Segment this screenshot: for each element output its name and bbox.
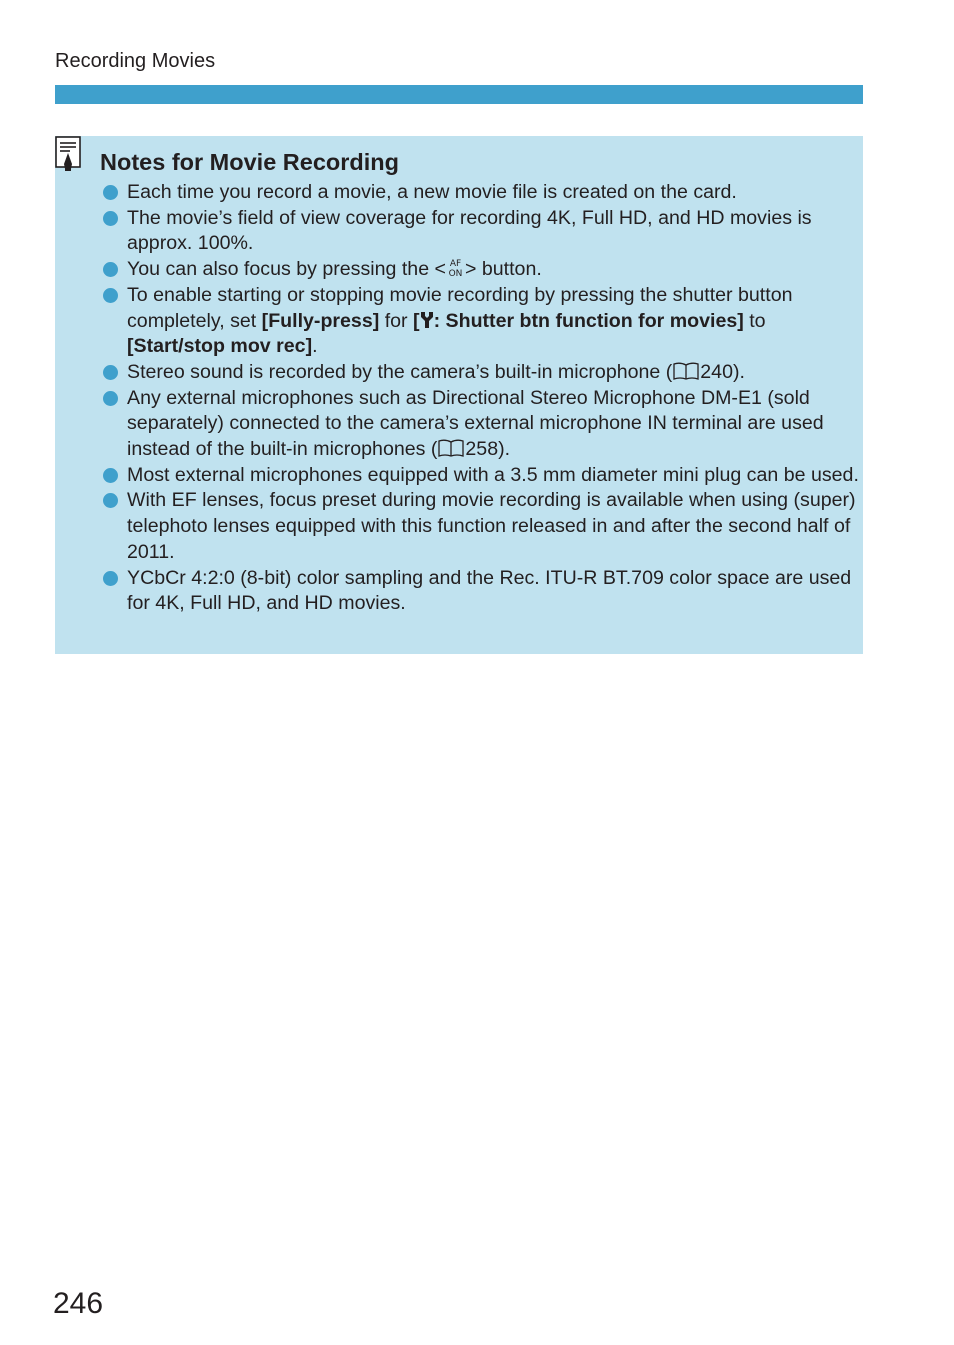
list-item bbox=[100, 206, 860, 257]
note-text: . bbox=[312, 335, 318, 358]
note-text: Stereo sound is recorded by the camera’s built-in microphone ( bbox=[127, 360, 673, 383]
af-on-label-top: AF bbox=[449, 259, 462, 270]
list-item bbox=[100, 283, 860, 360]
bullet-icon bbox=[103, 262, 118, 277]
notes-box bbox=[55, 136, 863, 654]
setting-value: [Start/stop mov rec] bbox=[127, 335, 313, 358]
setting-name: [Fully-press] bbox=[261, 309, 380, 332]
page-ref[interactable]: 240 bbox=[700, 360, 733, 383]
section-title: Recording Movies bbox=[55, 50, 216, 72]
book-icon bbox=[672, 361, 700, 381]
memo-icon bbox=[55, 136, 81, 172]
page-ref[interactable]: 258 bbox=[465, 438, 499, 461]
page-number: 246 bbox=[53, 1287, 104, 1320]
header-bar bbox=[55, 85, 863, 104]
menu-bracket: [ bbox=[413, 309, 420, 332]
note-text: to bbox=[743, 309, 766, 332]
note-text: To enable starting or stopping movie recording by pressing the shutter button completely, set bbox=[127, 283, 793, 332]
menu-name: : Shutter btn function for movies] bbox=[433, 309, 744, 332]
note-text: for bbox=[379, 309, 414, 332]
bullet-icon bbox=[103, 365, 118, 380]
af-on-button-icon bbox=[446, 257, 465, 278]
bullet-icon bbox=[103, 468, 118, 483]
bullet-icon bbox=[103, 571, 118, 586]
note-text: Any external microphones such as Directional Stereo Microphone DM-E1 (sold separately) connected to the camera’s external microphone IN terminal are used instead of the built-in microphones ( bbox=[127, 386, 824, 461]
bullet-icon bbox=[103, 391, 118, 406]
notes-list bbox=[100, 180, 860, 617]
list-item bbox=[100, 386, 860, 463]
bullet-icon bbox=[103, 211, 118, 226]
note-text: You can also focus by pressing the < bbox=[127, 258, 446, 281]
note-text: ). bbox=[498, 438, 511, 461]
note-text: Each time you record a movie, a new movie file is created on the card. bbox=[127, 181, 737, 203]
note-text: The movie’s field of view coverage for recording 4K, Full HD, and HD movies is approx. 100%. bbox=[127, 206, 812, 255]
note-text: With EF lenses, focus preset during movie recording is available when using (super) telephoto lenses equipped with this function released in and after the second half of 2011. bbox=[127, 489, 856, 563]
list-item bbox=[100, 463, 860, 489]
bullet-icon bbox=[103, 288, 118, 303]
notes-title: Notes for Movie Recording bbox=[100, 149, 400, 175]
note-text: > button. bbox=[464, 258, 542, 281]
list-item bbox=[100, 360, 860, 386]
bullet-icon bbox=[103, 493, 118, 508]
note-text: ). bbox=[732, 360, 745, 383]
list-item bbox=[100, 257, 860, 283]
af-on-label-bottom: ON bbox=[448, 269, 463, 279]
book-icon bbox=[437, 438, 465, 458]
note-text: YCbCr 4:2:0 (8-bit) color sampling and the Rec. ITU-R BT.709 color space are used for 4K, Full HD, and HD movies. bbox=[127, 566, 852, 615]
note-text: Most external microphones equipped with a 3.5 mm diameter mini plug can be used. bbox=[127, 463, 859, 486]
list-item bbox=[100, 180, 860, 206]
list-item bbox=[100, 566, 860, 617]
list-item bbox=[100, 488, 860, 565]
wrench-icon bbox=[420, 311, 434, 329]
bullet-icon bbox=[103, 185, 118, 200]
